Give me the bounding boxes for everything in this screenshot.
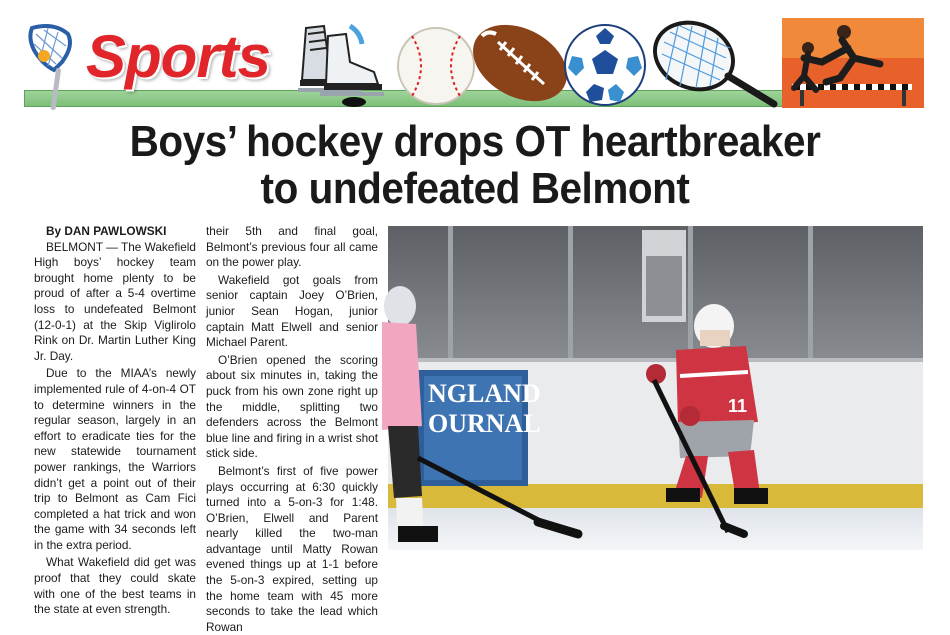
byline: By DAN PAWLOWSKI — [46, 224, 167, 238]
paragraph: O’Brien opened the scoring about six minutes in, taking the puck from his own zone right up the middle, splitting two defenders across the Belmont blue line and firing in a wrist shot stick side. — [206, 352, 378, 461]
ad-board-text-2: OURNAL — [428, 409, 541, 438]
headline-line-2: to undefeated Belmont — [260, 164, 690, 213]
headline-line-1: Boys’ hockey drops OT heartbreaker — [129, 117, 821, 166]
football-icon — [468, 16, 572, 110]
article-column-1 — [34, 224, 196, 618]
lacrosse-stick-icon — [24, 24, 84, 110]
hurdler-icon — [782, 18, 924, 108]
hockey-action-photo — [388, 226, 923, 550]
sports-banner — [0, 0, 950, 112]
section-title: Sports — [86, 23, 271, 90]
article-headline — [38, 118, 912, 212]
baseball-icon — [394, 24, 478, 108]
paragraph: their 5th and final goal, Belmont’s previous four all came on the power play. — [206, 224, 378, 270]
paragraph: What Wakefield did get was proof that they could skate with one of the best teams in the state at even strength. — [34, 555, 196, 617]
paragraph: Belmont’s first of five power plays occurring at 6:30 quickly turned into a 5-on-3 for 1:48. O’Brien, Elwell and Parent nearly killed the two-man advantage until Matty Rowan evened things up at 1-1 before the 5-on-3 expired, setting up the home team with 45 more seconds to take the lead which Rowan — [206, 463, 378, 634]
ad-board-text-1: NGLAND — [428, 379, 541, 408]
paragraph: Due to the MIAA’s newly implemented rule of 4-on-4 OT to determine winners in the regular season, largely in an effort to eradicate ties for the new statewide tournament power rankings, the Warriors didn’t get a point out of their trip to Belmont as Cam Fici completed a hat trick and won the game with 34 seconds left in the extra period. — [34, 366, 196, 552]
hockey-skates-icon — [294, 22, 386, 108]
jersey-number: 11 — [728, 396, 748, 416]
paragraph: BELMONT — The Wakefield High boys’ hockey team brought home plenty to be proud of after a 5-4 overtime loss to undefeated Belmont (12-0-1) at the Skip Viglirolo Rink on Dr. Martin Luther King Jr. Day. — [34, 239, 196, 363]
article-column-2 — [206, 224, 378, 635]
soccer-ball-icon — [562, 22, 648, 108]
tennis-racket-icon — [650, 18, 780, 110]
paragraph: Wakefield got goals from senior captain Joey O’Brien, junior Sean Hogan, junior captain Matt Elwell and senior Michael Parent. — [206, 272, 378, 350]
